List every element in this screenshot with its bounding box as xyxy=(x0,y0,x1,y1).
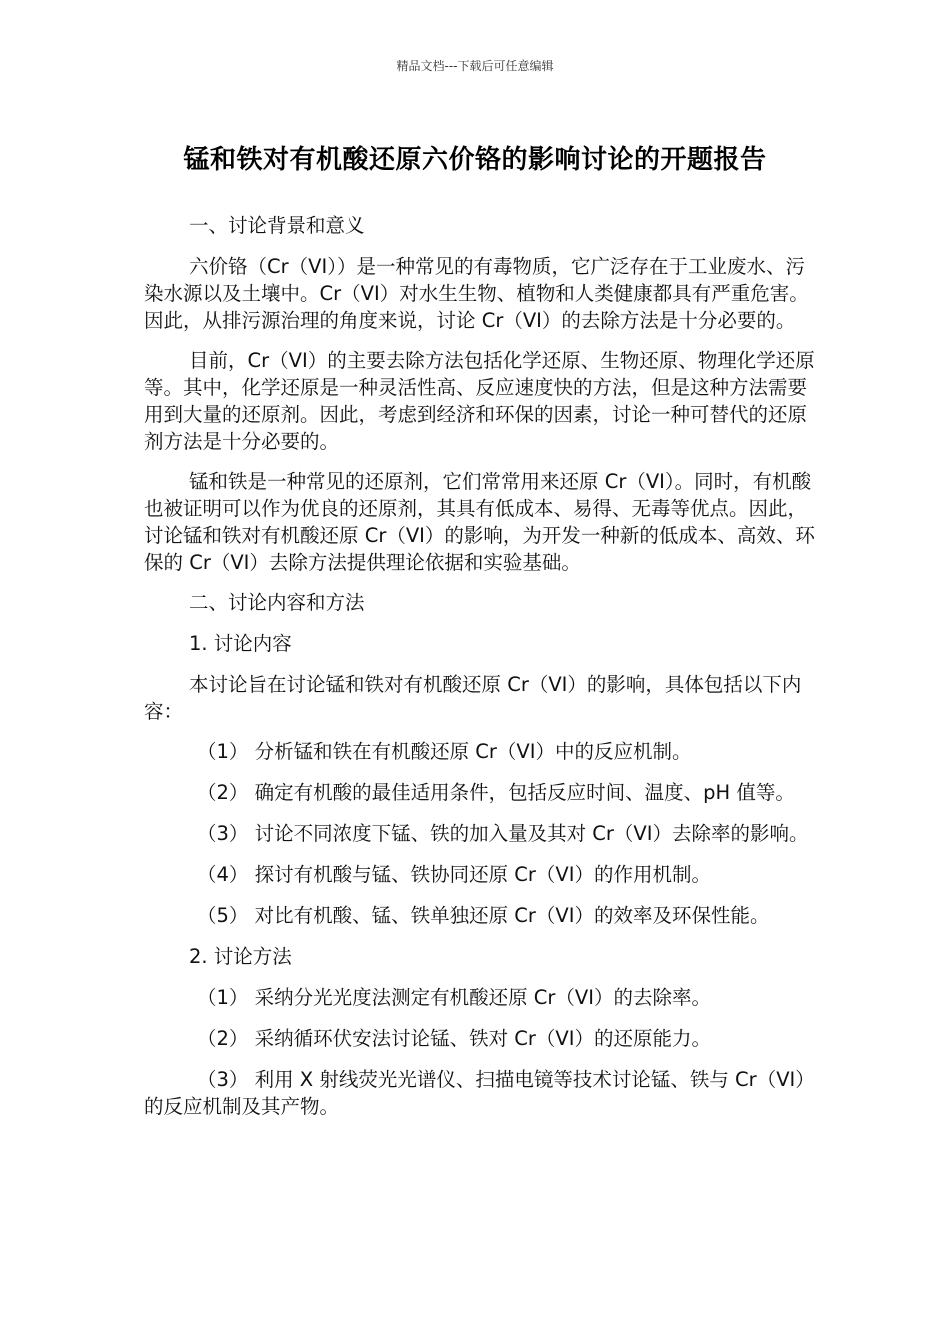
subsection-heading-content: 1. 讨论内容 xyxy=(189,632,292,655)
section-heading-content-method: 二、讨论内容和方法 xyxy=(189,591,365,614)
subsection-heading-method: 2. 讨论方法 xyxy=(189,945,292,968)
method-item: （2） 采纳循环伏安法讨论锰、铁对 Cr（VI）的还原能力。 xyxy=(197,1027,712,1050)
content-item: （1） 分析锰和铁在有机酸还原 Cr（VI）中的反应机制。 xyxy=(197,740,692,763)
content-item: （3） 讨论不同浓度下锰、铁的加入量及其对 Cr（VI）去除率的影响。 xyxy=(197,822,809,845)
paragraph-background-1: 六价铬（Cr（VI））是一种常见的有毒物质，它广泛存在于工业废水、污染水源以及土壤中。Cr（VI）对水生生物、植物和人类健康都具有严重危害。因此，从排污源治理的角度来说，讨论 Cr（VI）的去除方法是十分必要的。 xyxy=(144,255,809,332)
paragraph-content-intro: 本讨论旨在讨论锰和铁对有机酸还原 Cr（VI）的影响，具体包括以下内容： xyxy=(144,673,802,723)
content-item: （4） 探讨有机酸与锰、铁协同还原 Cr（VI）的作用机制。 xyxy=(197,863,712,886)
method-item: （1） 采纳分光光度法测定有机酸还原 Cr（VI）的去除率。 xyxy=(197,986,712,1009)
document-title: 锰和铁对有机酸还原六价铬的影响讨论的开题报告 xyxy=(183,145,767,175)
paragraph-background-3: 锰和铁是一种常见的还原剂，它们常常用来还原 Cr（VI）。同时，有机酸也被证明可以作为优良的还原剂，其具有低成本、易得、无毒等优点。因此，讨论锰和铁对有机酸还原 Cr（VI）的影响，为开发一种新的低成本、高效、环保的 Cr（VI）去除方法提供理论依据和实验基础。 xyxy=(144,470,815,574)
page-header: 精品文档---下载后可任意编辑 xyxy=(396,59,554,73)
content-item: （5） 对比有机酸、锰、铁单独还原 Cr（VI）的效率及环保性能。 xyxy=(197,904,770,927)
paragraph-background-2: 目前，Cr（VI）的主要去除方法包括化学还原、生物还原、物理化学还原等。其中，化学还原是一种灵活性高、反应速度快的方法，但是这种方法需要用到大量的还原剂。因此，考虑到经济和环保的因素，讨论一种可替代的还原剂方法是十分必要的。 xyxy=(144,349,815,453)
section-heading-background: 一、讨论背景和意义 xyxy=(189,214,365,237)
document-body xyxy=(144,212,816,1134)
method-item: （3） 利用 X 射线荧光光谱仪、扫描电镜等技术讨论锰、铁与 Cr（VI）的反应机制及其产物。 xyxy=(144,1068,815,1118)
content-item: （2） 确定有机酸的最佳适用条件，包括反应时间、温度、pH 值等。 xyxy=(197,781,795,804)
